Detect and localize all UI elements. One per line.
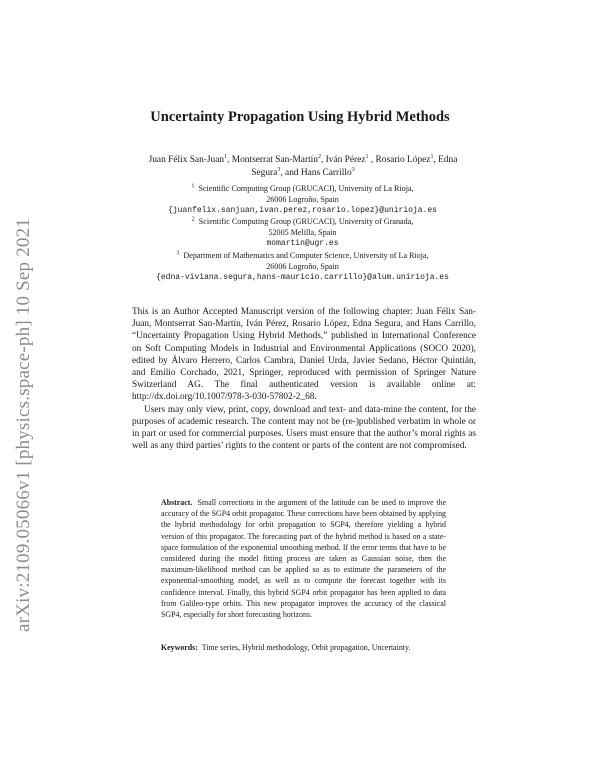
- author-name: , Rosario López: [368, 155, 431, 165]
- affiliation-3: [120, 250, 485, 261]
- author-name: , Montserrat San-Martín: [227, 155, 318, 165]
- affiliation-number: 2: [191, 216, 195, 223]
- abstract-text: Small corrections in the argument of the latitude can be used to improve the accuracy of the SGP4 orbit propagator. These corrections have been obtained by applying the hybrid methodology for orbit propagation to SGP4, therefore yielding a hybrid version of this propagator. The forecasting part of the hybrid method is based on a state-space formulation of the exponential smoothing method. If the error terms that have to be considered during the model fitting process are taken as Gaussian noise, then the maximum-likelihood method can be applied so as to estimate the parameters of the exponential-smoothing model, as well as to compute the forecast together with its confidence interval. Finally, this hybrid SGP4 orbit propagator has been applied to data from Galileo-type orbits. This new propagator improves the accuracy of the classical SGP4, especially for short forecasting horizons.: [161, 498, 446, 620]
- keywords-text: Time series, Hybrid methodology, Orbit propagation, Uncertainty.: [201, 643, 411, 652]
- paper-title: Uncertainty Propagation Using Hybrid Methods: [150, 109, 450, 125]
- affiliation-mark: 3: [351, 166, 355, 173]
- abstract-label: Abstract.: [161, 498, 193, 507]
- affiliation-line: Scientific Computing Group (GRUCACI), University of La Rioja,: [198, 184, 414, 193]
- affiliation-mark: 3: [277, 166, 281, 173]
- accepted-manuscript-notice: [132, 306, 476, 452]
- affiliation-email: momartin@ugr.es: [266, 239, 339, 249]
- affiliation-mark: 1: [430, 153, 434, 160]
- arxiv-stamp: [4, 180, 44, 670]
- affiliation-number: 3: [176, 249, 180, 256]
- author-name: , Edna Segura: [251, 155, 458, 178]
- author-name: Juan Félix San-Juan: [148, 155, 225, 165]
- notice-paragraph: This is an Author Accepted Manuscript version of the following chapter: Juan Félix San-Juan, Montserrat San-Martín, Iván Pérez, Rosario López, Edna Segura, and Hans Carrillo, “Uncertainty Propagation Using Hybrid Methods,” published in International Conference on Soft Computing Models in Industrial and Environmental Applications (SOCO 2020), edited by Álvaro Herrero, Carlos Cambra, Daniel Urda, Javier Sedano, Héctor Quintián, and Emilio Corchado, 2021, Springer, reproduced with permission of Springer Nature Switzerland AG. The final authenticated version is available online at: http://dx.doi.org/10.1007/978-3-030-57802-2_68.: [132, 307, 476, 403]
- author-name: , Iván Pérez: [320, 155, 366, 165]
- affiliation-address: 26006 Logroño, Spain: [266, 261, 339, 271]
- affiliation-mark: 1: [224, 153, 228, 160]
- arxiv-stamp-text: arXiv:2109.05066v1 [physics.space-ph] 10 Sep 2021: [13, 217, 34, 633]
- affiliation-number: 1: [191, 183, 195, 190]
- affiliation-email: {edna-viviana.segura,hans-mauricio.carrillo}@alum.unirioja.es: [156, 272, 449, 282]
- author-name: , and Hans Carrillo: [280, 168, 352, 178]
- keywords-label: Keywords:: [161, 643, 198, 652]
- affiliation-2: [120, 216, 485, 227]
- affiliation-address: 26006 Logroño, Spain: [266, 195, 339, 205]
- affiliations: [120, 183, 485, 283]
- affiliation-line: Scientific Computing Group (GRUCACI), University of Granada,: [198, 217, 414, 227]
- affiliation-1: [120, 183, 485, 194]
- keywords: [161, 642, 446, 653]
- abstract: [161, 497, 446, 620]
- affiliation-email: {juanfelix.sanjuan,ivan.perez,rosario.lopez}@unirioja.es: [168, 206, 437, 216]
- affiliation-line: Department of Mathematics and Computer Science, University of La Rioja,: [183, 250, 429, 260]
- affiliation-mark: 1: [365, 153, 369, 160]
- affiliation-mark: 2: [317, 153, 321, 160]
- notice-paragraph: Users may only view, print, copy, download and text- and data-mine the content, for the purposes of academic research. The content may not be (re-)published verbatim in whole or in part or used for commercial purposes. Users must ensure that the author’s moral rights as well as any third parties’ rights to the content or parts of the content are not compromised.: [132, 404, 476, 452]
- author-list: [133, 154, 473, 180]
- affiliation-address: 52005 Melilla, Spain: [268, 228, 337, 238]
